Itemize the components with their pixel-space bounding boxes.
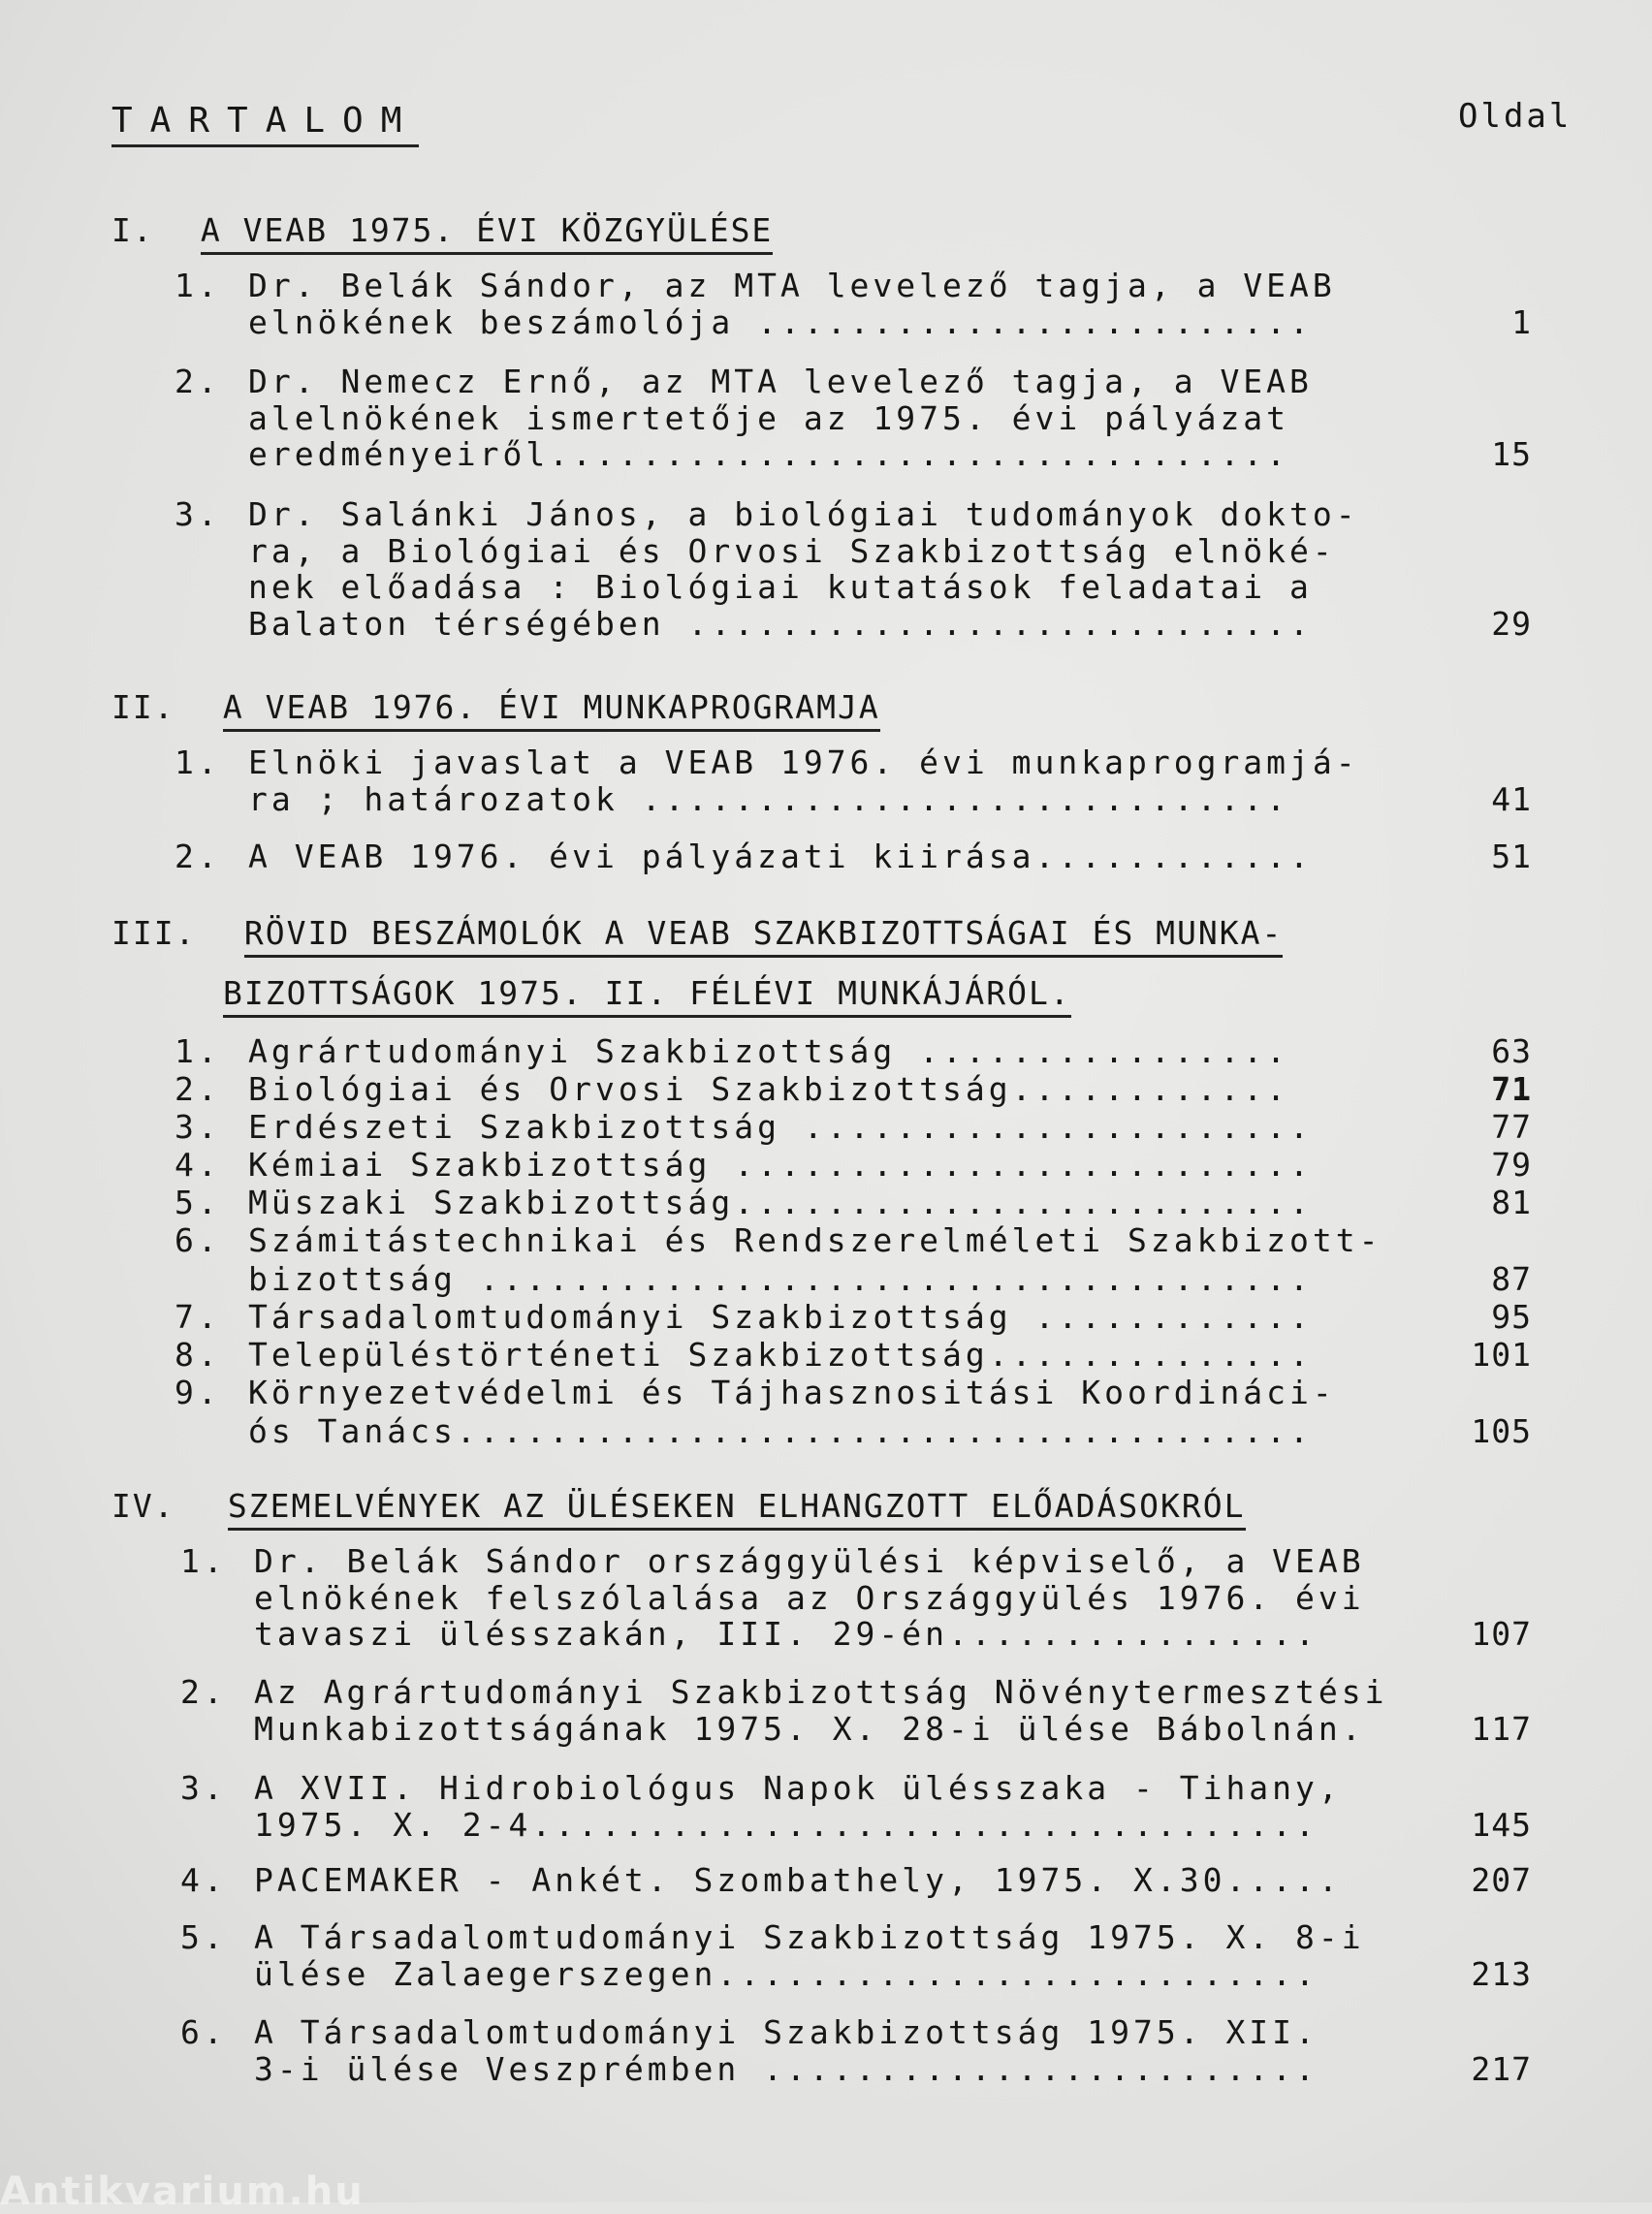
entry-number: 2. (175, 363, 221, 400)
watermark: Antikvarium.hu (0, 2169, 365, 2214)
entry-text: Számitástechnikai és Rendszerelméleti Szakbizott- bizottság .................................... (248, 1221, 1382, 1298)
section-number: II. (111, 688, 175, 726)
entry-page: 1 (1511, 302, 1532, 341)
entry-page: 41 (1491, 779, 1532, 818)
entry-number: 3. (180, 1769, 227, 1807)
section-heading-3 (111, 914, 1284, 1012)
entry-text: A Társadalomtudományi Szakbizottság 1975. X. 8-i ülése Zalaegerszegen.......................... (254, 1918, 1365, 1993)
section-heading-1 (111, 211, 773, 249)
entry-page: 77 (1491, 1108, 1532, 1146)
entry-number: 3. (175, 495, 221, 533)
section-title: SZEMELVÉNYEK AZ ÜLÉSEKEN ELHANGZOTT ELŐADÁSOKRÓL (228, 1487, 1246, 1531)
entry-text: Müszaki Szakbizottság......................... (248, 1184, 1313, 1221)
entry-number: 1. (175, 267, 221, 304)
entry-number: 1. (175, 1032, 221, 1070)
entry-text: Társadalomtudományi Szakbizottság ............ (248, 1298, 1313, 1336)
entry-text: A VEAB 1976. évi pályázati kiirása............ (248, 838, 1313, 875)
entry-text: Dr. Belák Sándor, az MTA levelező tagja, a VEAB elnökének beszámolója ........................ (248, 267, 1336, 341)
section-heading-2 (111, 688, 880, 726)
entry-text: Környezetvédelmi és Tájhasznositási Koordináci- ós Tanács..................................... (248, 1374, 1336, 1450)
entry-page: 15 (1491, 435, 1532, 473)
section-title: A VEAB 1976. ÉVI MUNKAPROGRAMJA (223, 688, 880, 732)
entry-number: 7. (175, 1298, 221, 1336)
entry-number: 8. (175, 1336, 221, 1374)
entry-page: 213 (1471, 1954, 1532, 1993)
entry-page: 207 (1471, 1861, 1532, 1899)
entry-number: 4. (180, 1861, 227, 1899)
entry-page: 29 (1491, 604, 1532, 643)
entry-page: 217 (1471, 2049, 1532, 2088)
entry-number: 3. (175, 1108, 221, 1146)
entry-number: 2. (175, 838, 221, 875)
entry-page: 145 (1471, 1805, 1532, 1844)
section-heading-4 (111, 1487, 1246, 1525)
entry-text: Kémiai Szakbizottság ......................... (248, 1146, 1313, 1184)
section-title-line-2: BIZOTTSÁGOK 1975. II. FÉLÉVI MUNKÁJÁRÓL. (223, 974, 1071, 1018)
entry-number: 5. (175, 1184, 221, 1221)
entry-number: 6. (175, 1221, 221, 1259)
entry-text: Agrártudományi Szakbizottság ................ (248, 1032, 1290, 1070)
entry-page: 101 (1471, 1336, 1532, 1374)
entry-text: A XVII. Hidrobiológus Napok ülésszaka - Tihany, 1975. X. 2-4.................................. (254, 1769, 1342, 1844)
entry-page: 81 (1491, 1184, 1532, 1221)
entry-text: PACEMAKER - Ankét. Szombathely, 1975. X.30..... (254, 1861, 1342, 1899)
entry-page: 51 (1491, 838, 1532, 875)
entry-text: Dr. Belák Sándor országgyülési képviselő, a VEAB elnökének felszólalása az Országgyülés 1976. évi tavaszi ülésszakán, III. 29-én................ (254, 1542, 1365, 1653)
entry-page: 107 (1471, 1615, 1532, 1653)
entry-number: 4. (175, 1146, 221, 1184)
entry-text: A Társadalomtudományi Szakbizottság 1975. XII. 3-i ülése Veszprémben ........................ (254, 2013, 1318, 2088)
entry-page: 95 (1491, 1298, 1532, 1336)
entry-text: Elnöki javaslat a VEAB 1976. évi munkaprogramjá- ra ; határozatok ............................ (248, 743, 1359, 818)
entry-page: 87 (1491, 1259, 1532, 1298)
entry-text: Településtörténeti Szakbizottság.............. (248, 1336, 1313, 1374)
entry-page: 63 (1491, 1032, 1532, 1070)
entry-page: 117 (1471, 1709, 1532, 1748)
entry-page: 71 (1491, 1070, 1532, 1108)
entry-number: 2. (175, 1070, 221, 1108)
page-column-label: Oldal (1458, 97, 1573, 136)
entry-number: 6. (180, 2013, 227, 2051)
entry-number: 1. (180, 1542, 227, 1580)
section-title: A VEAB 1975. ÉVI KÖZGYÜLÉSE (201, 211, 773, 255)
section-title-line-1: RÖVID BESZÁMOLÓK A VEAB SZAKBIZOTTSÁGAI ÉS MUNKA- (244, 914, 1284, 958)
entry-text: Erdészeti Szakbizottság ...................... (248, 1108, 1313, 1146)
section-number: IV. (111, 1487, 175, 1525)
toc-title: TARTALOM (111, 101, 419, 147)
entry-number: 9. (175, 1374, 221, 1411)
entry-number: 1. (175, 743, 221, 781)
entry-page: 105 (1471, 1411, 1532, 1450)
entry-text: Biológiai és Orvosi Szakbizottság............ (248, 1070, 1290, 1108)
entry-number: 5. (180, 1918, 227, 1956)
entry-page: 79 (1491, 1146, 1532, 1184)
section-number: I. (111, 211, 154, 249)
section-number: III. (111, 914, 197, 952)
entry-text: Dr. Nemecz Ernő, az MTA levelező tagja, a VEAB alelnökének ismertetője az 1975. évi pályázat eredményeiről................................ (248, 363, 1313, 473)
entry-text: Dr. Salánki János, a biológiai tudományok dokto- ra, a Biológiai és Orvosi Szakbizottság elnöké- nek előadása : Biológiai kutatások feladatai a Balaton térségében ........................... (248, 495, 1359, 643)
entry-number: 2. (180, 1673, 227, 1711)
entry-text: Az Agrártudományi Szakbizottság Növénytermesztési Munkabizottságának 1975. X. 28-i ülése Bábolnán. (254, 1673, 1388, 1748)
